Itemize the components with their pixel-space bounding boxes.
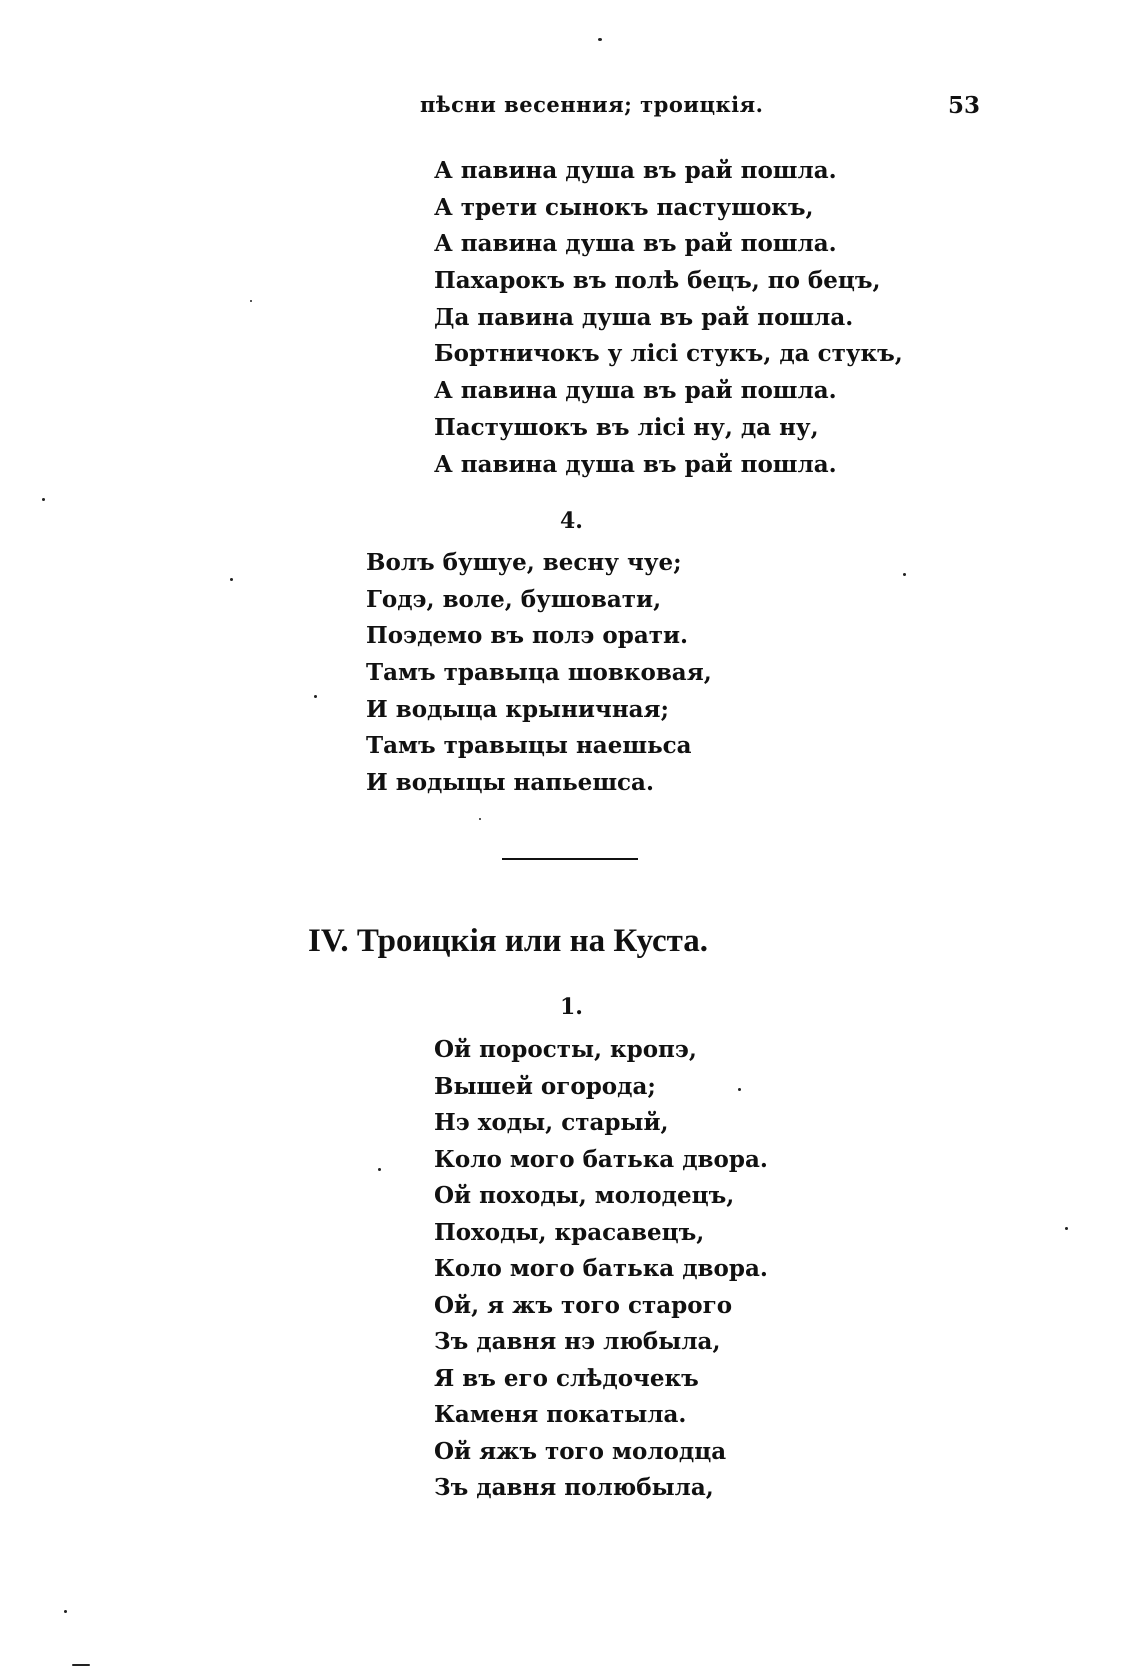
verse-line: Поэдемо въ полэ орати.: [366, 622, 689, 650]
verse-line: Ой яжъ того молодца: [434, 1437, 727, 1465]
verse-line: А павина душа въ рай пошла.: [434, 157, 837, 184]
verse-line: И водыцы напьешса.: [366, 769, 654, 797]
verse-line: Ой поросты, кропэ,: [434, 1036, 697, 1063]
verse-line: Походы, красавецъ,: [434, 1218, 705, 1246]
verse-line: Да павина душа въ рай пошла.: [434, 303, 854, 331]
section-divider: [502, 858, 638, 860]
verse-line: Коло мого батька двора.: [434, 1145, 768, 1173]
scan-speck: [72, 1664, 90, 1666]
verse-line: Пастушокъ въ лісі ну, да ну,: [434, 413, 819, 441]
scan-speck: [378, 1168, 381, 1171]
verse-line: Коло мого батька двора.: [434, 1255, 768, 1282]
verse-line: И водыца крыничная;: [366, 695, 670, 723]
verse-line: Пахарокъ въ полѣ бецъ, по бецъ,: [434, 267, 881, 295]
scan-speck: [479, 818, 481, 820]
verse-line: Тамъ травыцы наешьса: [366, 732, 692, 760]
verse-line: Вышей огорода;: [434, 1072, 656, 1100]
scan-speck: [738, 1088, 741, 1091]
song-4-stanza: [366, 545, 712, 802]
verse-line: Зъ давня полюбыла,: [434, 1474, 714, 1501]
scan-speck: [64, 1610, 67, 1613]
page-number: 53: [948, 92, 981, 119]
verse-line: А павина душа въ рай пошла.: [434, 377, 837, 405]
scan-speck: [1065, 1227, 1068, 1230]
verse-line: Бортничокъ у лісі стукъ, да стукъ,: [434, 340, 903, 368]
section-heading: IV. Троицкія или на Куста.: [308, 923, 708, 959]
scan-speck: [598, 38, 602, 41]
verse-line: Годэ, воле, бушовати,: [366, 585, 662, 613]
verse-line: Волъ бушуе, весну чуе;: [366, 549, 682, 576]
song-continued-stanza: [434, 153, 903, 483]
verse-line: Ой походы, молодецъ,: [434, 1182, 735, 1209]
verse-line: А павина душа въ рай пошла.: [434, 450, 837, 478]
scan-speck: [250, 300, 252, 302]
song-number: 4.: [560, 508, 583, 534]
scan-speck: [42, 498, 45, 501]
verse-line: Нэ ходы, старый,: [434, 1109, 669, 1136]
song-number: 1.: [560, 994, 583, 1020]
scan-speck: [314, 695, 317, 698]
verse-line: Каменя покатыла.: [434, 1401, 687, 1428]
verse-line: Ой, я жъ того старого: [434, 1291, 733, 1319]
verse-line: Тамъ травыца шовковая,: [366, 659, 712, 687]
verse-line: А трети сынокъ пастушокъ,: [434, 193, 814, 221]
verse-line: Зъ давня нэ любыла,: [434, 1328, 721, 1355]
scan-speck: [903, 573, 906, 576]
verse-line: Я въ его слѣдочекъ: [434, 1364, 699, 1392]
running-head: пѣсни весенния; троицкія.: [420, 92, 764, 117]
verse-line: А павина душа въ рай пошла.: [434, 230, 837, 258]
song-1-stanza: [434, 1032, 768, 1507]
scan-speck: [230, 578, 233, 581]
